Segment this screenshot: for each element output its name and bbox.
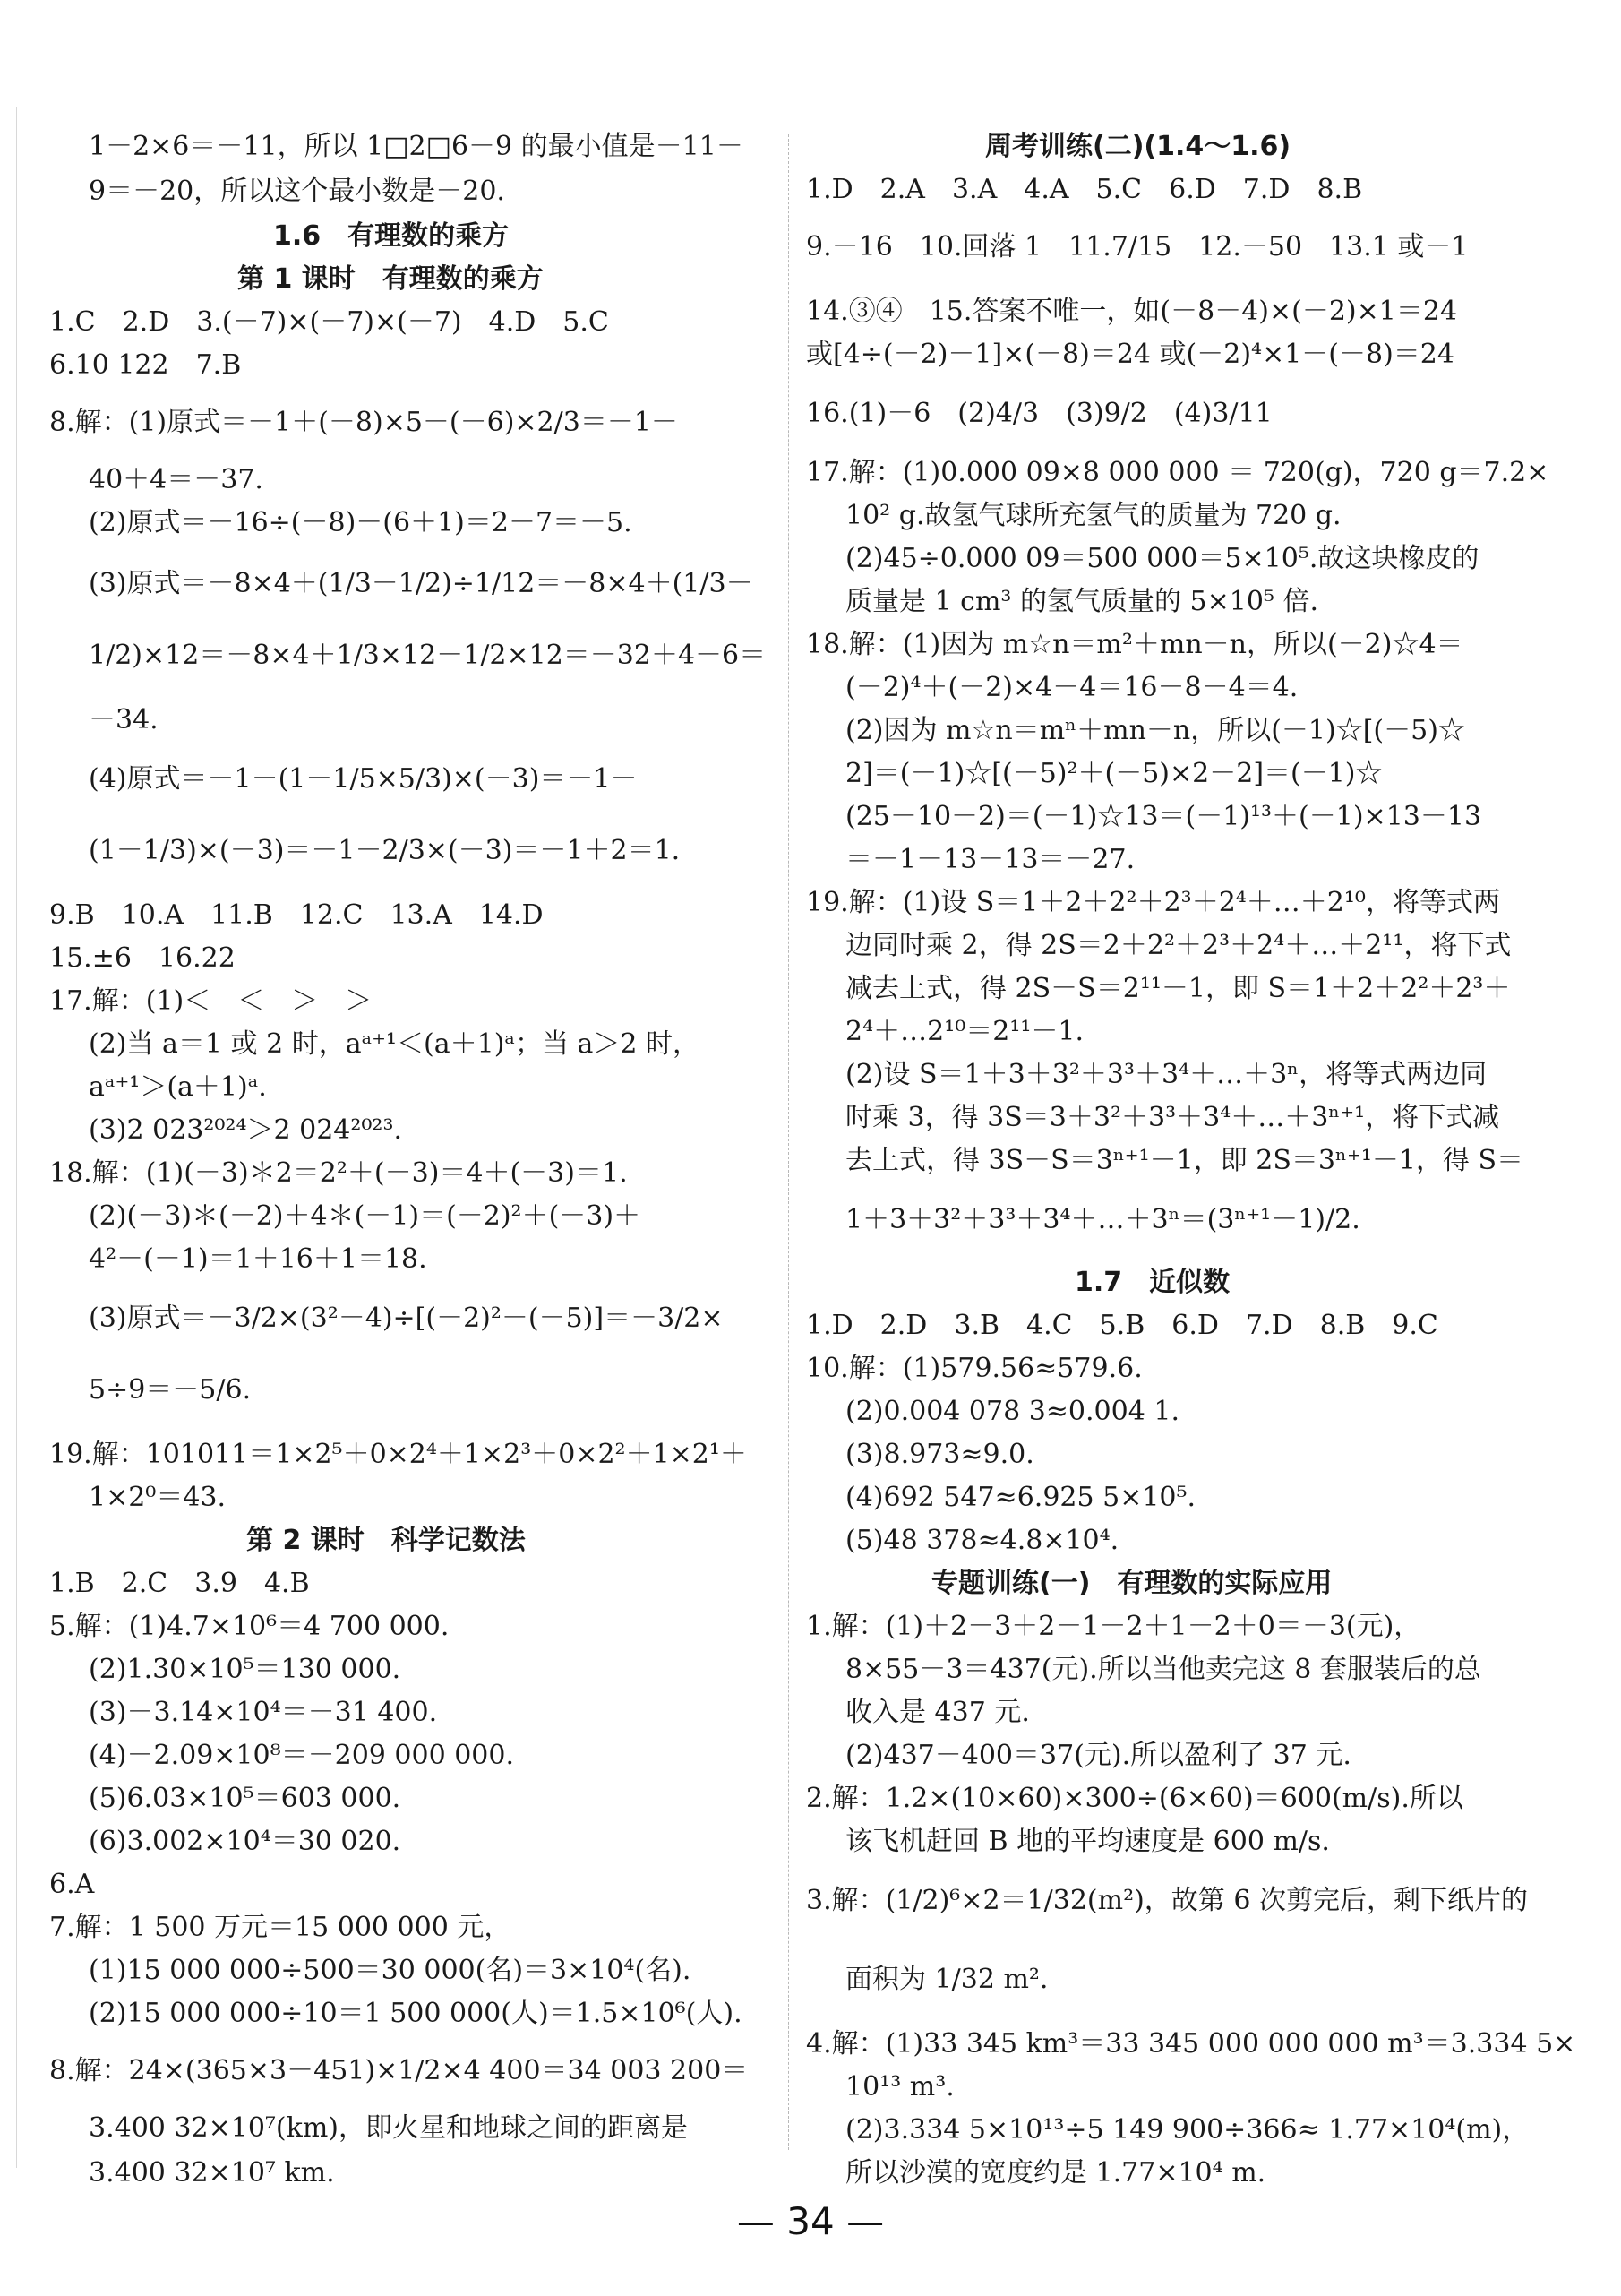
page-number: — 34 — <box>736 2199 885 2243</box>
answer-line: 4²－(－1)＝1＋16＋1＝18. <box>89 1243 427 1275</box>
answer-line: 19.解：(1)设 S＝1＋2＋2²＋2³＋2⁴＋…＋2¹⁰，将等式两 <box>806 887 1500 918</box>
answer-line: 10.解：(1)579.56≈579.6. <box>806 1353 1143 1384</box>
answer-line: (2)0.004 078 3≈0.004 1. <box>845 1396 1179 1427</box>
answer-line: 1×2⁰＝43. <box>89 1482 227 1513</box>
answer-line: 6.10 122 7.B <box>49 349 242 381</box>
answer-line: 2⁴＋…2¹⁰＝2¹¹－1. <box>845 1016 1085 1047</box>
answer-line: 4.解：(1)33 345 km³＝33 345 000 000 000 m³＝3.334 5× <box>806 2028 1576 2060</box>
section-heading: 第 2 课时 科学记数法 <box>246 1525 526 1556</box>
answer-line: 9＝－20，所以这个最小数是－20. <box>89 176 505 207</box>
answer-line: (2)因为 m☆n＝mⁿ＋mn－n，所以(－1)☆[(－5)☆ <box>845 715 1465 746</box>
answer-line: (2)437－400＝37(元).所以盈利了 37 元. <box>845 1740 1351 1771</box>
answer-line: (2)1.30×10⁵＝130 000. <box>89 1654 401 1685</box>
answer-line: 10¹³ m³. <box>845 2071 955 2103</box>
answer-line: 9.－16 10.回落 1 11.7/15 12.－50 13.1 或－1 <box>806 231 1469 262</box>
answer-line: (4)原式＝－1－(1－1/5×5/3)×(－3)＝－1－ <box>89 763 638 795</box>
answer-line: －34. <box>89 704 159 735</box>
answer-line: 17.解：(1)＜ ＜ ＞ ＞ <box>49 985 373 1017</box>
answer-line: 该飞机赶回 B 地的平均速度是 600 m/s. <box>845 1826 1330 1857</box>
answer-line: 8×55－3＝437(元).所以当他卖完这 8 套服装后的总 <box>845 1654 1481 1685</box>
answer-line: (3)2 023²⁰²⁴＞2 024²⁰²³. <box>89 1114 403 1146</box>
answer-line: (2)设 S＝1＋3＋3²＋3³＋3⁴＋…＋3ⁿ，将等式两边同 <box>845 1059 1488 1090</box>
answer-line: 7.解：1 500 万元＝15 000 000 元， <box>49 1912 511 1943</box>
answer-line: 5÷9＝－5/6. <box>89 1374 252 1406</box>
answer-line: (2)(－3)＊(－2)＋4＊(－1)＝(－2)²＋(－3)＋ <box>89 1200 641 1232</box>
column-divider <box>788 134 789 2150</box>
answer-line: ＝－1－13－13＝－27. <box>845 844 1136 875</box>
answer-line: 3.400 32×10⁷(km)，即火星和地球之间的距离是 <box>89 2112 688 2144</box>
answer-line: 时乘 3，得 3S＝3＋3²＋3³＋3⁴＋…＋3ⁿ⁺¹，将下式减 <box>845 1102 1500 1133</box>
answer-line: 所以沙漠的宽度约是 1.77×10⁴ m. <box>845 2157 1266 2189</box>
section-heading: 第 1 课时 有理数的乘方 <box>237 263 544 295</box>
answer-line: aᵃ⁺¹＞(a＋1)ᵃ. <box>89 1071 267 1103</box>
answer-line: 2]＝(－1)☆[(－5)²＋(－5)×2－2]＝(－1)☆ <box>845 758 1383 789</box>
answer-line: 1＋3＋3²＋3³＋3⁴＋…＋3ⁿ＝(3ⁿ⁺¹－1)/2. <box>845 1204 1360 1235</box>
answer-line: 1.B 2.C 3.9 4.B <box>49 1568 310 1599</box>
answer-line: 质量是 1 cm³ 的氢气质量的 5×10⁵ 倍. <box>845 586 1319 617</box>
answer-line: 6.A <box>49 1869 95 1900</box>
answer-line: 5.解：(1)4.7×10⁶＝4 700 000. <box>49 1611 450 1642</box>
section-heading: 1.7 近似数 <box>1075 1267 1231 1298</box>
page-edge-line <box>16 107 17 2168</box>
answer-line: (3)－3.14×10⁴＝－31 400. <box>89 1697 438 1728</box>
answer-line: 面积为 1/32 m². <box>845 1964 1049 1995</box>
answer-line: 1.解：(1)＋2－3＋2－1－2＋1－2＋0＝－3(元)， <box>806 1611 1421 1642</box>
answer-line: 18.解：(1)(－3)＊2＝2²＋(－3)＝4＋(－3)＝1. <box>49 1157 628 1189</box>
answer-line: 减去上式，得 2S－S＝2¹¹－1，即 S＝1＋2＋2²＋2³＋ <box>845 973 1511 1004</box>
answer-line: (4)692 547≈6.925 5×10⁵. <box>845 1482 1196 1513</box>
answer-line: 边同时乘 2，得 2S＝2＋2²＋2³＋2⁴＋…＋2¹¹，将下式 <box>845 930 1512 961</box>
answer-line: 1－2×6＝－11，所以 1□2□6－9 的最小值是－11－ <box>89 131 743 162</box>
answer-line: 19.解：101011＝1×2⁵＋0×2⁴＋1×2³＋0×2²＋1×2¹＋ <box>49 1439 747 1470</box>
answer-line: 40＋4＝－37. <box>89 464 263 495</box>
section-heading: 1.6 有理数的乘方 <box>273 220 510 252</box>
section-heading: 周考训练(二)(1.4～1.6) <box>985 131 1291 162</box>
answer-line: 去上式，得 3S－S＝3ⁿ⁺¹－1，即 2S＝3ⁿ⁺¹－1，得 S＝ <box>845 1145 1524 1176</box>
answer-line: (5)48 378≈4.8×10⁴. <box>845 1525 1119 1556</box>
answer-line: (2)当 a＝1 或 2 时，aᵃ⁺¹＜(a＋1)ᵃ；当 a＞2 时， <box>89 1028 700 1060</box>
answer-line: 10² g.故氢气球所充氢气的质量为 720 g. <box>845 500 1342 531</box>
answer-line: 17.解：(1)0.000 09×8 000 000 ＝ 720(g)，720 g＝7.2× <box>806 457 1549 488</box>
answer-line: 2.解：1.2×(10×60)×300÷(6×60)＝600(m/s).所以 <box>806 1783 1463 1814</box>
answer-line: 1.C 2.D 3.(－7)×(－7)×(－7) 4.D 5.C <box>49 306 609 338</box>
answer-line: 8.解：(1)原式＝－1＋(－8)×5－(－6)×2/3＝－1－ <box>49 407 678 438</box>
answer-line: 14.③④ 15.答案不唯一，如(－8－4)×(－2)×1＝24 <box>806 296 1458 327</box>
answer-line: (2)45÷0.000 09＝500 000＝5×10⁵.故这块橡皮的 <box>845 543 1479 574</box>
answer-line: 1/2)×12＝－8×4＋1/3×12－1/2×12＝－32＋4－6＝ <box>89 640 767 671</box>
answer-line: (－2)⁴＋(－2)×4－4＝16－8－4＝4. <box>845 672 1299 703</box>
answer-line: 1.D 2.A 3.A 4.A 5.C 6.D 7.D 8.B <box>806 174 1363 205</box>
answer-line: (6)3.002×10⁴＝30 020. <box>89 1826 401 1857</box>
answer-line: (4)－2.09×10⁸＝－209 000 000. <box>89 1740 515 1771</box>
answer-line: 3.400 32×10⁷ km. <box>89 2157 335 2189</box>
answer-line: (2)3.334 5×10¹³÷5 149 900÷366≈ 1.77×10⁴(m)， <box>845 2114 1530 2146</box>
answer-line: 或[4÷(－2)－1]×(－8)＝24 或(－2)⁴×1－(－8)＝24 <box>806 339 1454 370</box>
answer-line: (5)6.03×10⁵＝603 000. <box>89 1783 401 1814</box>
answer-line: 18.解：(1)因为 m☆n＝m²＋mn－n，所以(－2)☆4＝ <box>806 629 1463 660</box>
answer-line: 收入是 437 元. <box>845 1697 1030 1728</box>
answer-line: (25－10－2)＝(－1)☆13＝(－1)¹³＋(－1)×13－13 <box>845 801 1482 832</box>
answer-line: (3)8.973≈9.0. <box>845 1439 1034 1470</box>
answer-line: (2)原式＝－16÷(－8)－(6＋1)＝2－7＝－5. <box>89 507 632 538</box>
answer-line: (3)原式＝－3/2×(3²－4)÷[(－2)²－(－5)]＝－3/2× <box>89 1303 724 1334</box>
answer-line: (1－1/3)×(－3)＝－1－2/3×(－3)＝－1＋2＝1. <box>89 835 681 866</box>
answer-line: 9.B 10.A 11.B 12.C 13.A 14.D <box>49 899 544 931</box>
answer-line: (2)15 000 000÷10＝1 500 000(人)＝1.5×10⁶(人). <box>89 1998 742 2029</box>
answer-line: 3.解：(1/2)⁶×2＝1/32(m²)，故第 6 次剪完后，剩下纸片的 <box>806 1885 1528 1916</box>
answer-line: 1.D 2.D 3.B 4.C 5.B 6.D 7.D 8.B 9.C <box>806 1310 1438 1341</box>
answer-line: (1)15 000 000÷500＝30 000(名)＝3×10⁴(名). <box>89 1955 691 1986</box>
answer-line: (3)原式＝－8×4＋(1/3－1/2)÷1/12＝－8×4＋(1/3－ <box>89 568 753 599</box>
answer-line: 16.(1)－6 (2)4/3 (3)9/2 (4)3/11 <box>806 398 1273 429</box>
answer-line: 8.解：24×(365×3－451)×1/2×4 400＝34 003 200＝ <box>49 2055 749 2086</box>
section-heading: 专题训练(一) 有理数的实际应用 <box>931 1568 1333 1599</box>
answer-line: 15.±6 16.22 <box>49 942 236 974</box>
